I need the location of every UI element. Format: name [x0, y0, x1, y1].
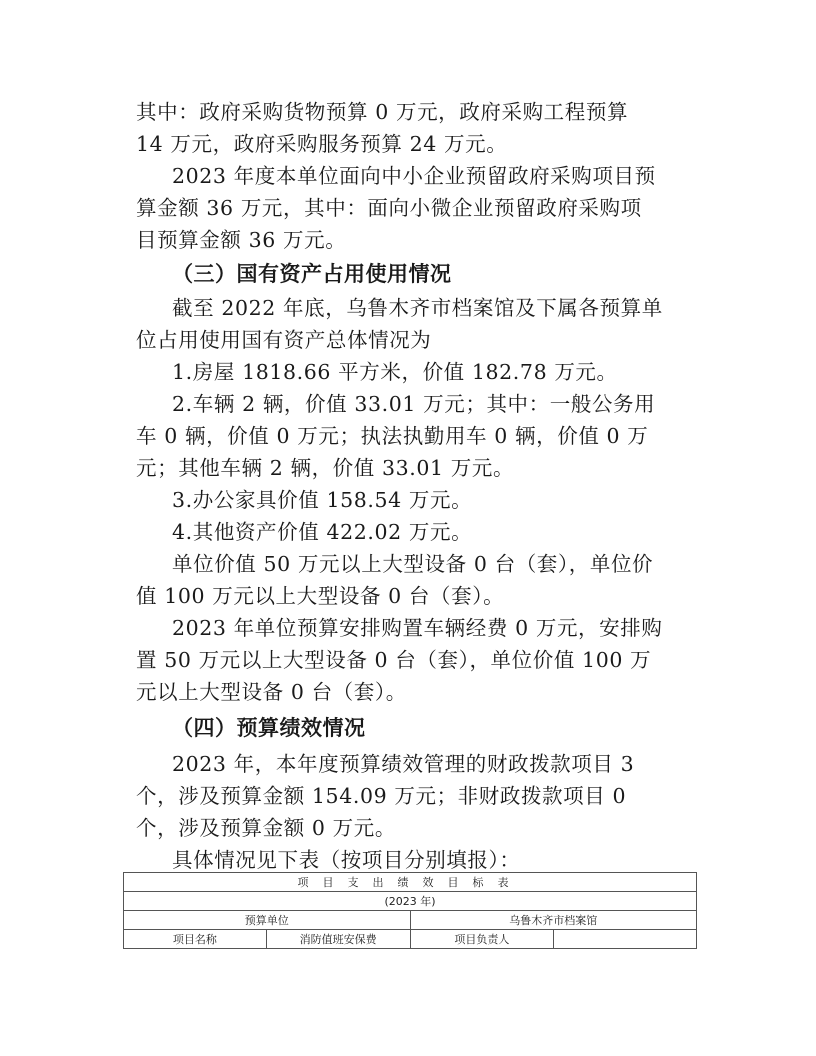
paragraph-line: 14 万元，政府采购服务预算 24 万元。 — [136, 132, 508, 156]
paragraph-line: 2023 年度本单位面向中小企业预留政府采购项目预 — [172, 164, 656, 188]
paragraph-line: 单位价值 50 万元以上大型设备 0 台（套），单位价 — [172, 552, 654, 576]
project-leader-label: 项目负责人 — [410, 930, 554, 949]
section-heading: （三）国有资产占用使用情况 — [172, 262, 452, 286]
paragraph-line: 4.其他资产价值 422.02 万元。 — [172, 520, 473, 544]
paragraph-line: 算金额 36 万元，其中：面向小微企业预留政府采购项 — [136, 196, 642, 220]
paragraph-line: 2.车辆 2 辆，价值 33.01 万元；其中：一般公务用 — [172, 392, 656, 416]
paragraph-line: 位占用使用国有资产总体情况为 — [136, 328, 432, 352]
paragraph-line: 个，涉及预算金额 0 万元。 — [136, 816, 396, 840]
paragraph-line: 元；其他车辆 2 辆，价值 33.01 万元。 — [136, 456, 515, 480]
paragraph-line: 车 0 辆，价值 0 万元；执法执勤用车 0 辆，价值 0 万 — [136, 424, 649, 448]
paragraph-line: 具体情况见下表（按项目分别填报）： — [172, 848, 521, 872]
paragraph-line: 目预算金额 36 万元。 — [136, 228, 347, 252]
paragraph-line: 元以上大型设备 0 台（套）。 — [136, 680, 407, 704]
section-heading: （四）预算绩效情况 — [172, 716, 366, 740]
paragraph-line: 值 100 万元以上大型设备 0 台（套）。 — [136, 584, 505, 608]
paragraph-line: 个，涉及预算金额 154.09 万元；非财政拨款项目 0 — [136, 784, 627, 808]
paragraph-line: 2023 年单位预算安排购置车辆经费 0 万元，安排购 — [172, 616, 663, 640]
paragraph-line: 1.房屋 1818.66 平方米，价值 182.78 万元。 — [172, 360, 618, 384]
paragraph-line: 2023 年，本年度预算绩效管理的财政拨款项目 3 — [172, 752, 635, 776]
table-title: 项目支出绩效目标表 — [124, 873, 697, 892]
budget-unit-value: 乌鲁木齐市档案馆 — [410, 911, 697, 930]
paragraph-line: 3.办公家具价值 158.54 万元。 — [172, 488, 473, 512]
table-year: (2023 年) — [124, 892, 697, 911]
paragraph-line: 置 50 万元以上大型设备 0 台（套），单位价值 100 万 — [136, 648, 652, 672]
project-leader-value — [554, 930, 697, 949]
project-name-value: 消防值班安保费 — [266, 930, 410, 949]
budget-unit-label: 预算单位 — [124, 911, 411, 930]
paragraph-line: 截至 2022 年底，乌鲁木齐市档案馆及下属各预算单 — [172, 296, 663, 320]
project-name-label: 项目名称 — [124, 930, 267, 949]
performance-target-table — [123, 872, 697, 949]
paragraph-line: 其中：政府采购货物预算 0 万元，政府采购工程预算 — [136, 100, 629, 124]
